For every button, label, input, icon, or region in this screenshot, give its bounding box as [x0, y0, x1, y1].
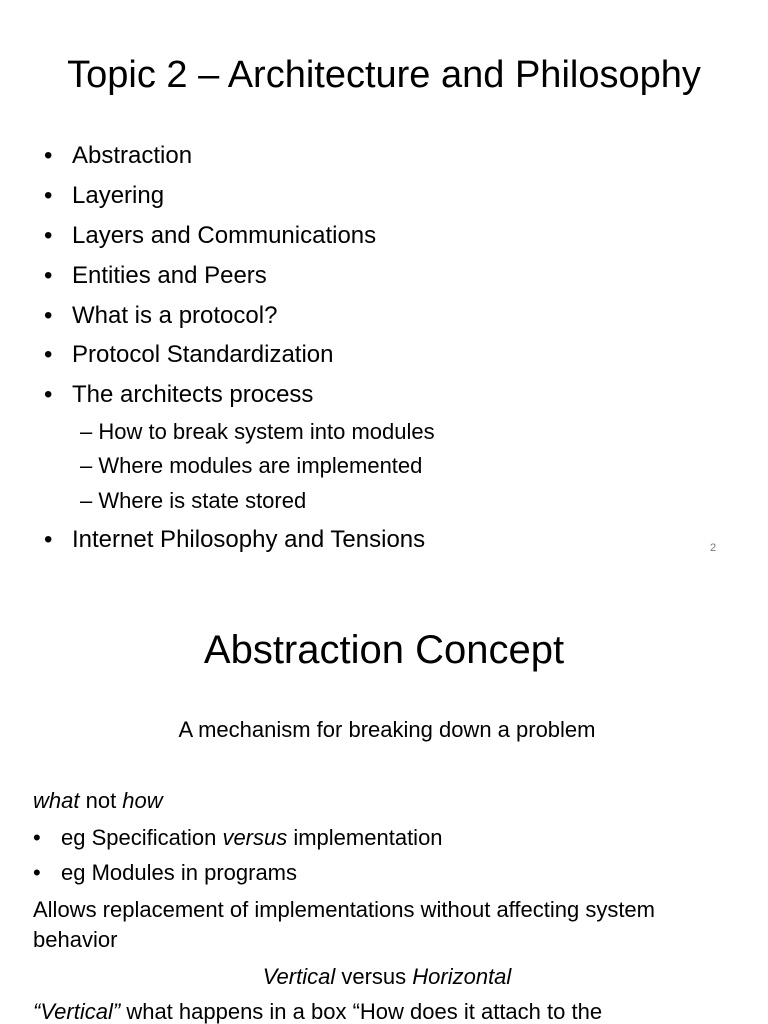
sub-list-item: – How to break system into modules: [80, 419, 435, 444]
bullet-icon: •: [44, 182, 53, 209]
list-item: [33, 858, 297, 888]
list-item: [44, 181, 164, 211]
slide-subtitle: A mechanism for breaking down a problem: [178, 717, 596, 742]
bullet-text-after: implementation: [287, 825, 443, 850]
list-item: [33, 823, 443, 853]
vertical-quote-text: “Vertical”: [33, 999, 121, 1024]
bullet-icon: •: [33, 825, 41, 850]
slide-title: Abstraction Concept: [203, 628, 565, 672]
bullet-text: Layering: [72, 182, 165, 209]
bullet-icon: •: [33, 860, 41, 885]
list-item: [44, 141, 192, 171]
list-item: [44, 261, 267, 291]
list-item: [44, 221, 376, 251]
bullet-text: eg Modules in programs: [61, 860, 298, 885]
list-item: [44, 525, 425, 555]
not-text: not: [79, 788, 123, 813]
vertical-text: Vertical: [262, 964, 336, 989]
paragraph-line: behavior: [33, 927, 118, 952]
bullet-text: Entities and Peers: [72, 262, 267, 289]
slide-title: Topic 2 – Architecture and Philosophy: [67, 54, 701, 96]
bullet-icon: •: [44, 341, 53, 368]
bullet-text-italic: versus: [222, 825, 288, 850]
horizontal-text: Horizontal: [412, 964, 512, 989]
bullet-text: Abstraction: [72, 142, 193, 169]
how-text: how: [122, 788, 163, 813]
bullet-icon: •: [44, 222, 53, 249]
slide-abstraction-concept: [0, 576, 768, 1024]
sub-list-item: – Where is state stored: [80, 488, 307, 513]
what-text: what: [33, 788, 80, 813]
bullet-icon: •: [44, 142, 53, 169]
vertical-description-text: what happens in a box “How does it attach to the: [120, 999, 603, 1024]
versus-text: versus: [335, 964, 413, 989]
bullet-icon: •: [44, 526, 53, 553]
bullet-icon: •: [44, 381, 53, 408]
bullet-icon: •: [44, 262, 53, 289]
bullet-text: The architects process: [72, 381, 314, 408]
bullet-text: Layers and Communications: [72, 222, 377, 249]
bullet-text-before: eg Specification: [61, 825, 223, 850]
sub-list-item: – Where modules are implemented: [80, 453, 423, 478]
list-item: [44, 301, 277, 331]
bullet-icon: •: [44, 302, 53, 329]
vertical-versus-horizontal-line: [0, 962, 768, 992]
bullet-text: Protocol Standardization: [72, 341, 334, 368]
what-not-how-line: [33, 786, 163, 816]
bullet-text: Internet Philosophy and Tensions: [72, 526, 426, 553]
page-number: 2: [710, 542, 717, 554]
paragraph-line: Allows replacement of implementations without affecting system: [33, 897, 655, 922]
vertical-description-line: [33, 997, 602, 1024]
list-item: [44, 380, 313, 410]
list-item: [44, 340, 334, 370]
bullet-text: What is a protocol?: [72, 302, 278, 329]
